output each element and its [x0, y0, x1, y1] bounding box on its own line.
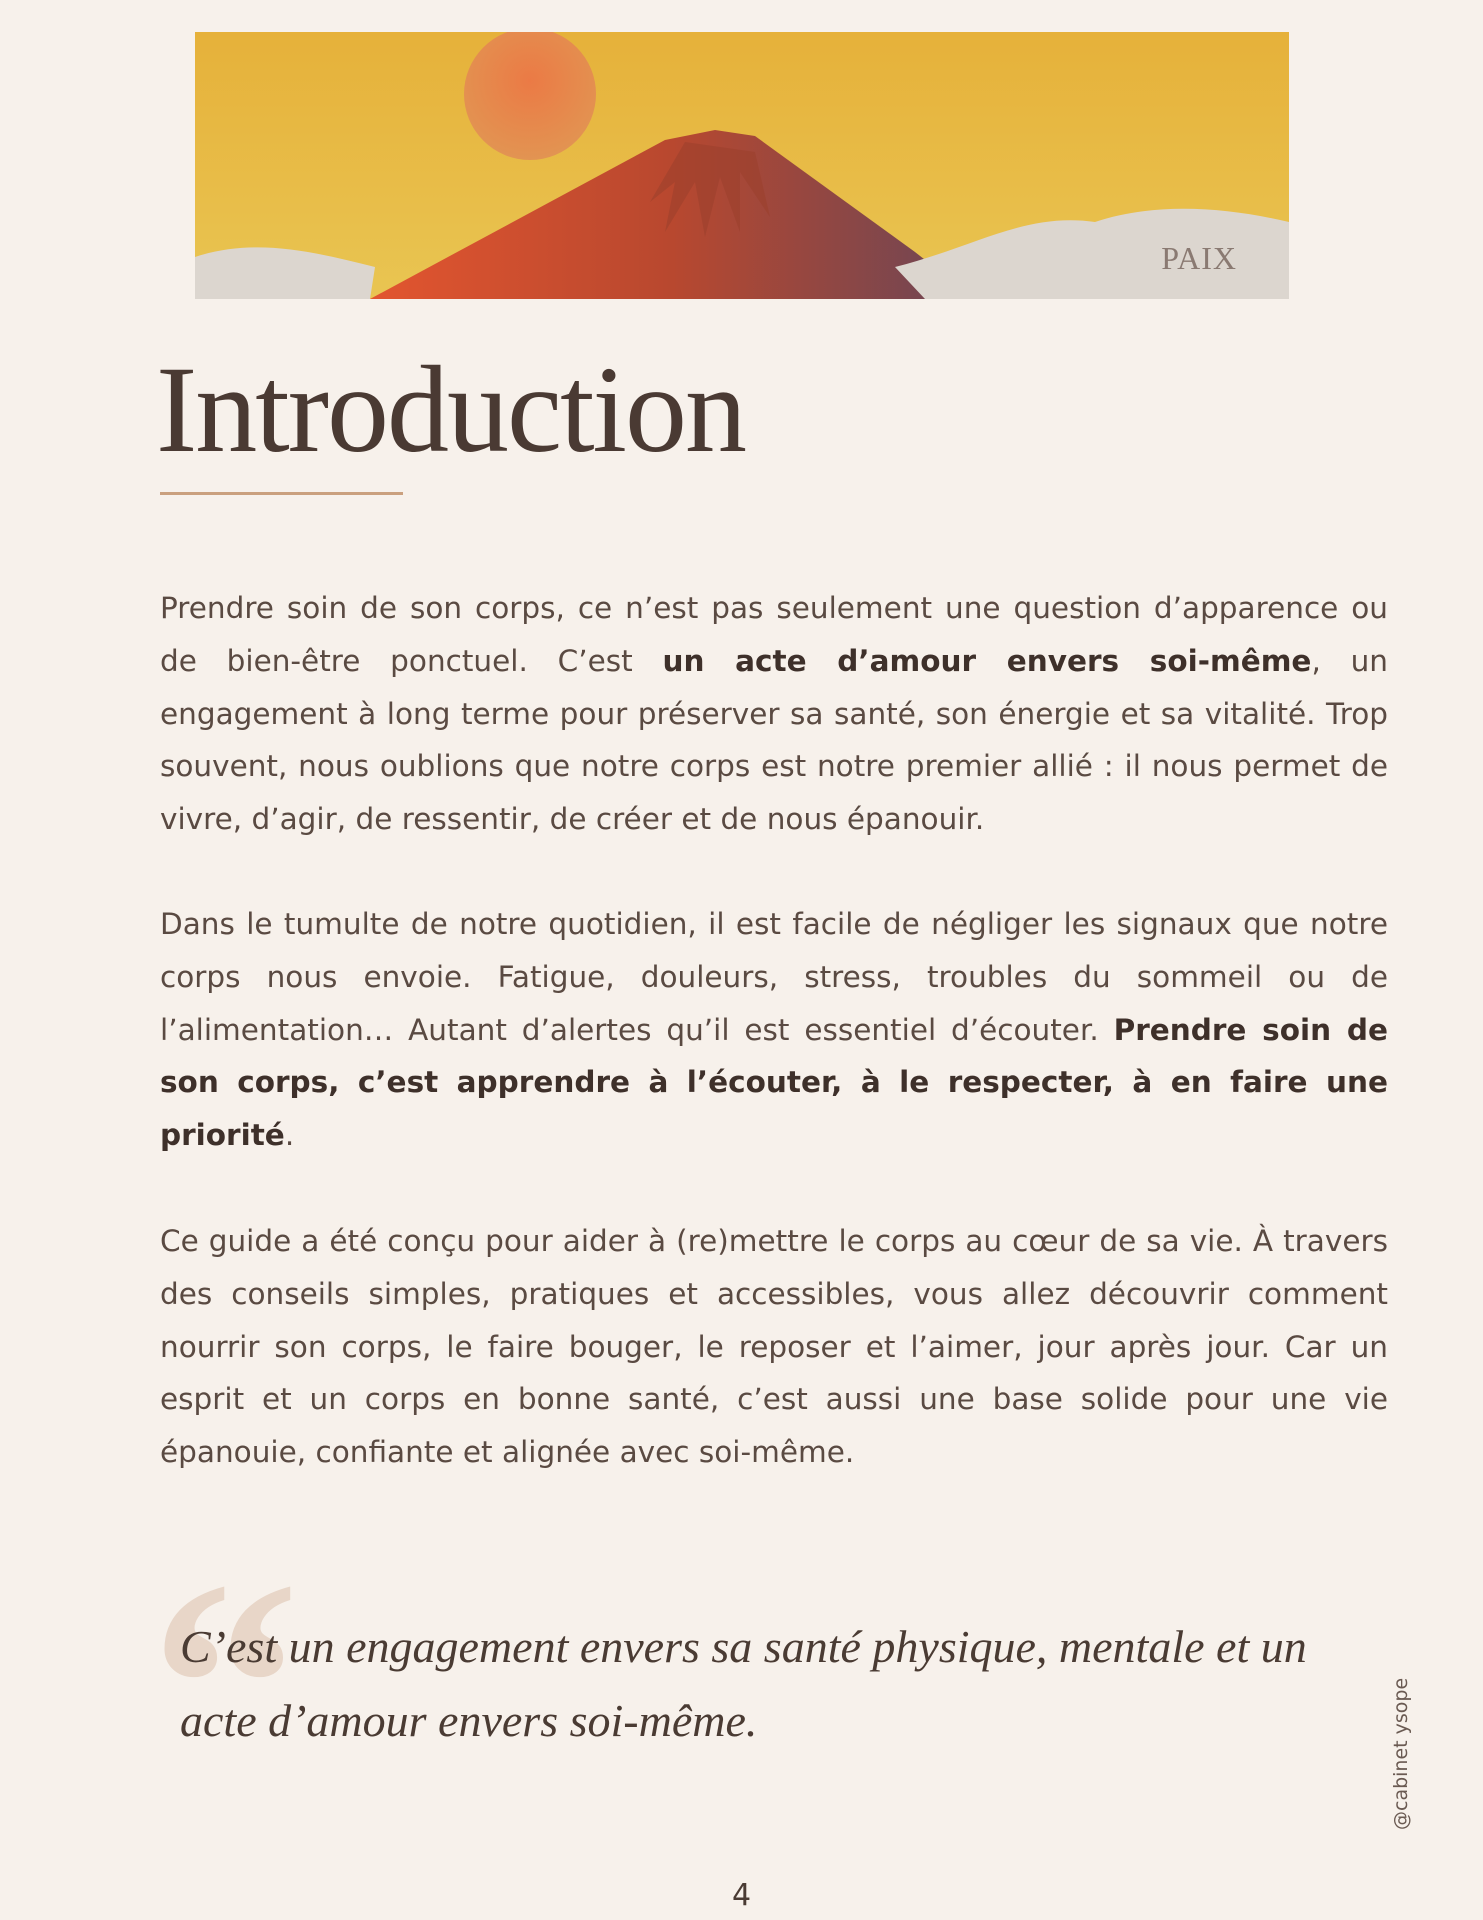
paragraph-run: Prendre soin de son corps, ce n’est pas seulement une question d’apparence ou de bien-être ponctuel. C’est — [160, 591, 1388, 678]
credit-handle: @cabinet ysope — [1390, 1677, 1412, 1830]
header-banner-image — [195, 32, 1289, 299]
paragraph-3 — [160, 1215, 1388, 1479]
paragraph-1 — [160, 582, 1388, 846]
paragraph-2 — [160, 898, 1388, 1162]
paragraph-run: , un engagement à long terme pour préserver sa santé, son énergie et sa vitalité. Trop souvent, nous oublions que notre corps est notre premier allié : il nous permet de vivre, d’agir, de ressentir, de créer et de nous épanouir. — [160, 643, 1388, 837]
paragraph-run: . — [284, 1118, 295, 1153]
pull-quote: C’est un engagement envers sa santé physique, mentale et un acte d’amour envers soi-même. — [180, 1621, 1307, 1746]
title-underline — [160, 492, 403, 495]
page-number: 4 — [731, 1878, 752, 1913]
paragraph-run-bold: Prendre soin de son corps, c’est apprendre à l’écouter, à le respecter, à en faire une priorité — [160, 1012, 1388, 1153]
mount-fuji-illustration — [195, 32, 1289, 299]
page-title: Introduction — [156, 341, 745, 478]
paragraph-run-bold: un acte d’amour envers soi-même — [662, 643, 1312, 678]
banner-caption: PAIX — [1161, 240, 1237, 276]
sun-shape — [464, 32, 596, 160]
quote-mark-icon: “ — [150, 1519, 300, 1851]
paragraph-run: Ce guide a été conçu pour aider à (re)mettre le corps au cœur de sa vie. À travers des conseils simples, pratiques et accessibles, vous allez découvrir comment nourrir son corps, le faire bouger, le reposer et l’aimer, jour après jour. Car un esprit et un corps en bonne santé, c’est aussi une base solide pour une vie épanouie, confiante et alignée avec soi-même. — [160, 1224, 1388, 1470]
paragraph-run: Dans le tumulte de notre quotidien, il est facile de négliger les signaux que notre corps nous envoie. Fatigue, douleurs, stress, troubles du sommeil ou de l’alimentation… Autant d’alertes qu’il est essentiel d’écouter. — [160, 907, 1388, 1047]
